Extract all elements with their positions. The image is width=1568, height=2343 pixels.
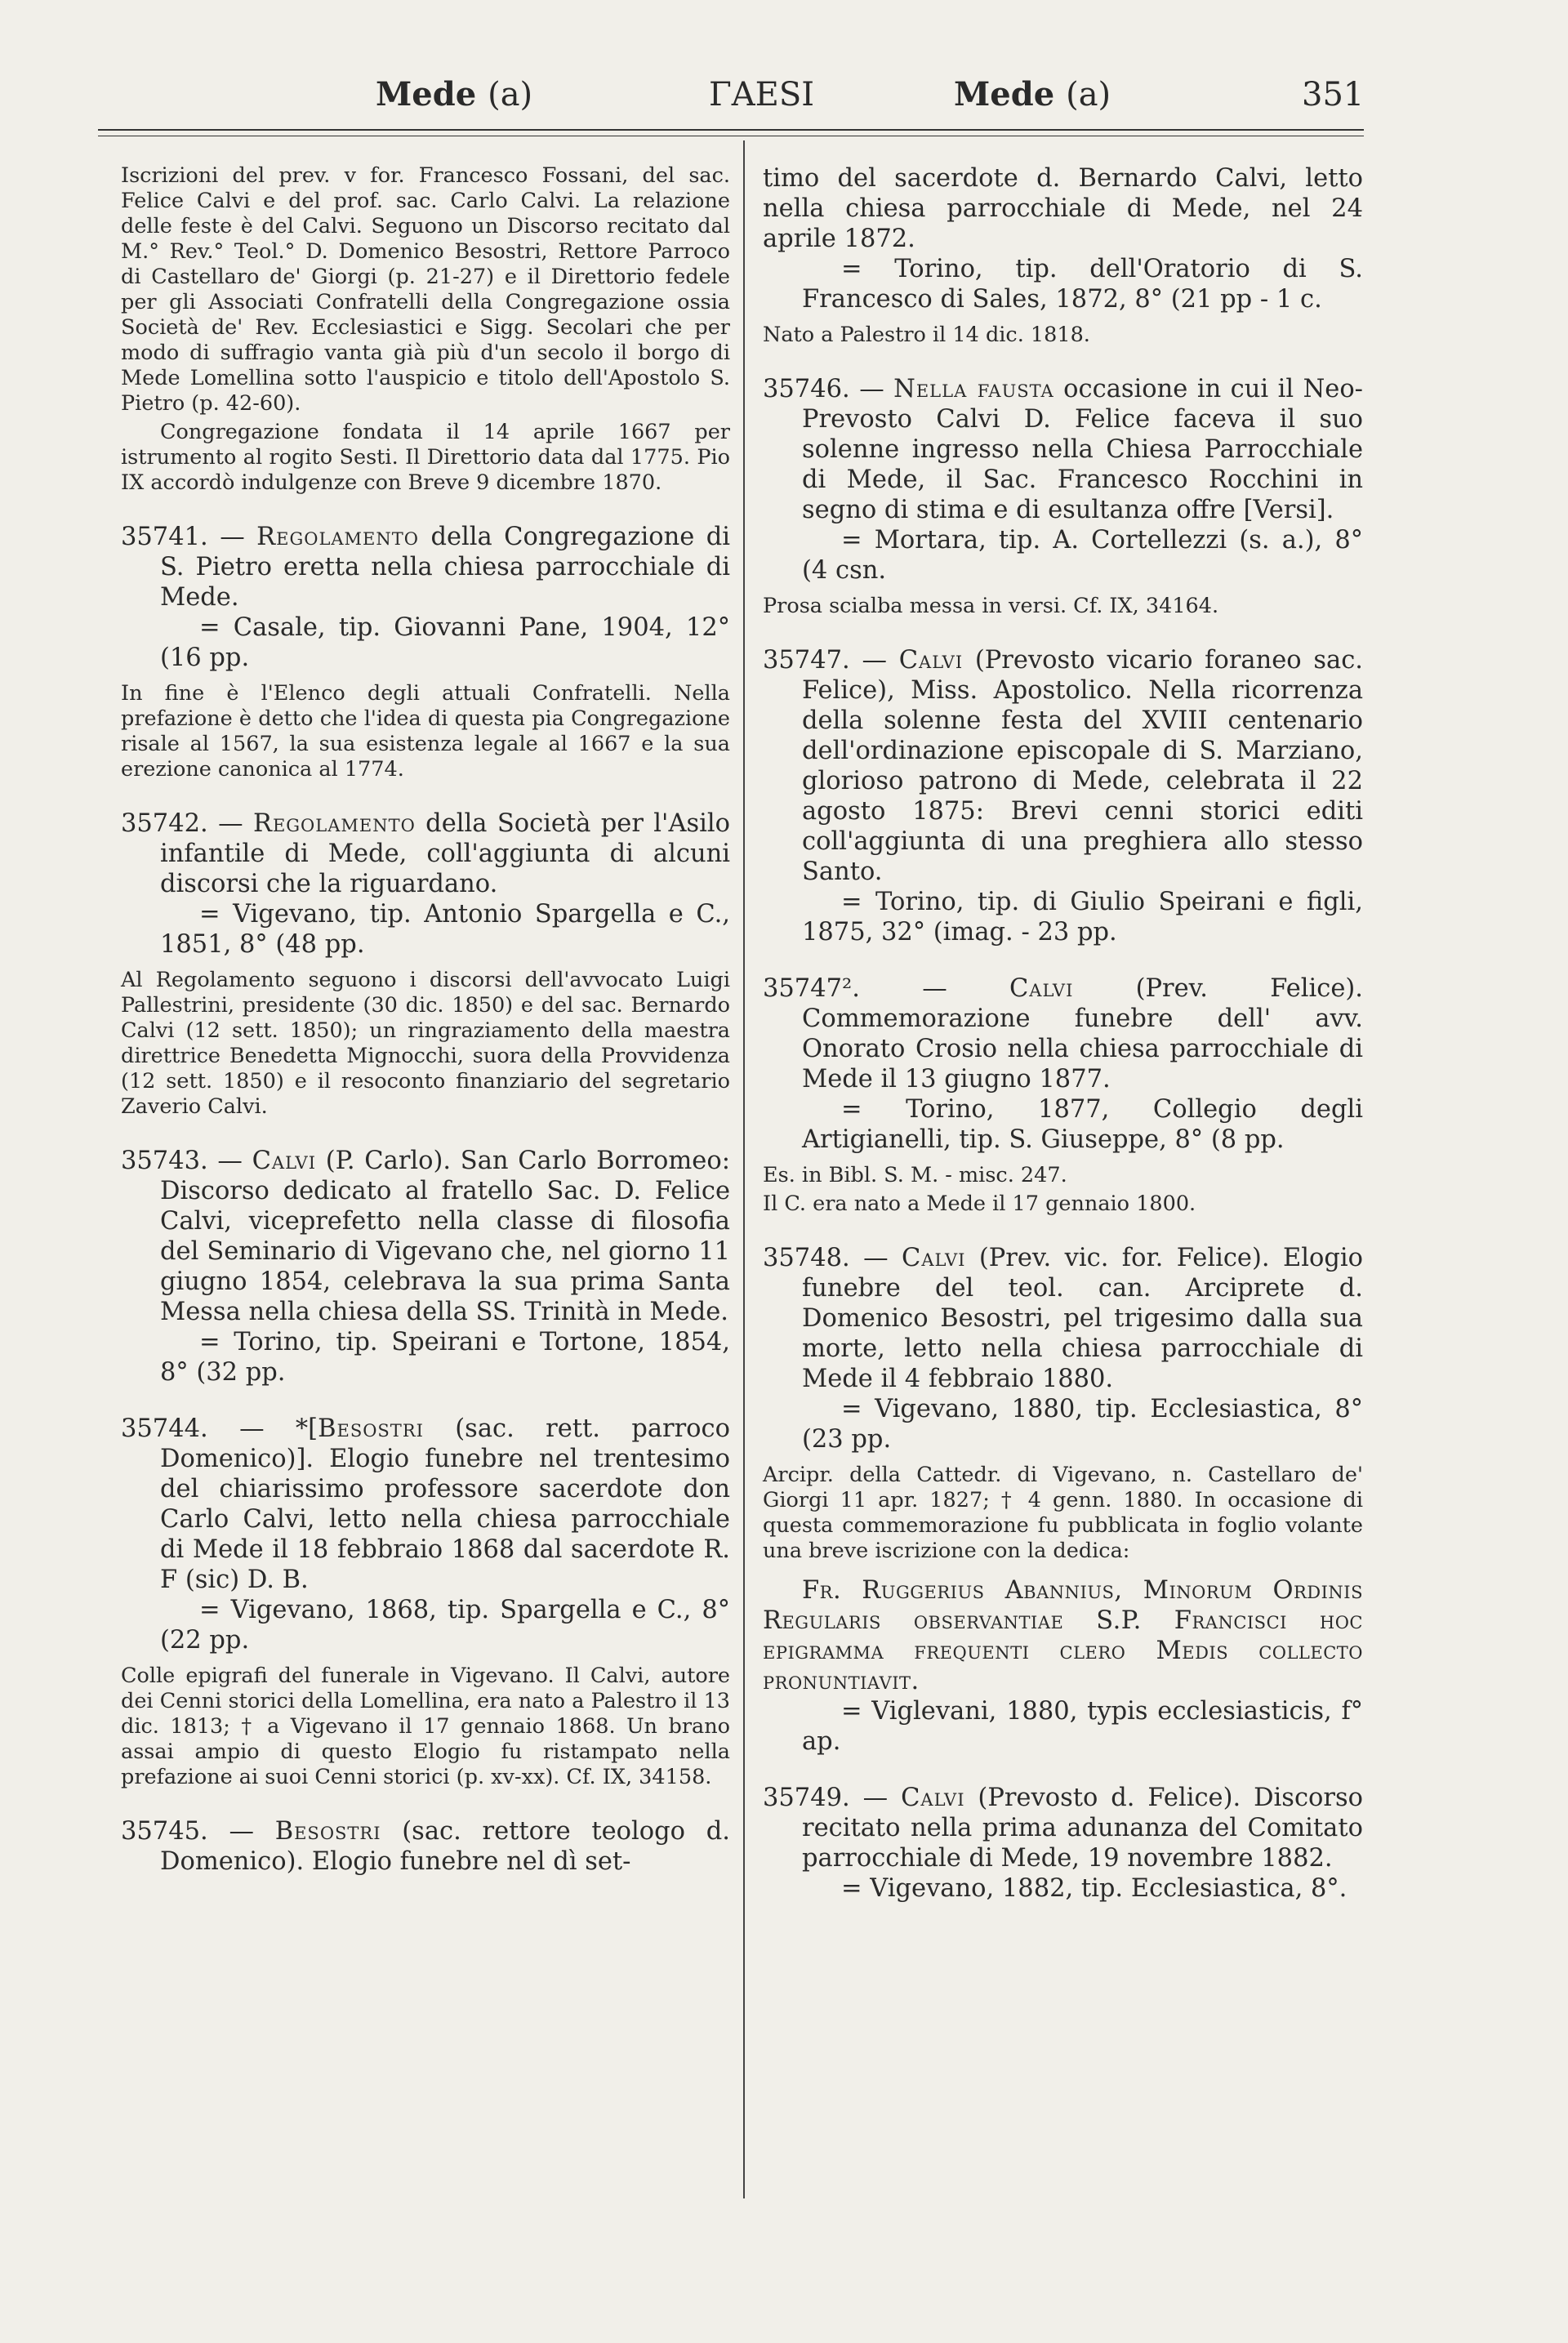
entry-35747: [763, 645, 1363, 947]
entry-imprint: = Mortara, tip. A. Cortellezzi (s. a.), 8° (4 csn.: [802, 526, 1363, 585]
running-head-right: Mede (a): [954, 75, 1111, 114]
entry-imprint-2: = Viglevani, 1880, typis ecclesiasticis, f° ap.: [802, 1697, 1363, 1756]
entry-number: 35746.: [763, 375, 850, 403]
entry-35747-2: [763, 973, 1363, 1217]
running-head-left: Mede (a): [376, 75, 533, 114]
entry-dash: —: [207, 1817, 275, 1846]
entry-title-rest: (Prevosto d. Felice). Discorso recitato nella prima adunanza del Comitato parrocchiale di Mede, 19 novembre 1882.: [802, 1784, 1363, 1873]
entry-heading: Regolamento: [256, 523, 419, 551]
entry-title: [121, 1146, 730, 1327]
entry-note: Colle epigrafi del funerale in Vigevano. Il Calvi, autore dei Cenni storici della Lomellina, era nato a Palestro il 13 dic. 1813; † a Vigevano il 17 gennaio 1868. Un brano assai ampio di questo Elogio fu ristampato nella prefazione ai suoi Cenni storici (p. xv-xx). Cf. IX, 34158.: [121, 1664, 730, 1789]
entry-number: 35747².: [763, 974, 860, 1003]
entry-note-2: Il C. era nato a Mede il 17 gennaio 1800.: [763, 1192, 1196, 1216]
intro-paragraph-2: Congregazione fondata il 14 aprile 1667 per istrumento al rogito Sesti. Il Direttorio data dal 1775. Pio IX accordò indulgenze con Breve 9 dicembre 1870.: [121, 420, 730, 495]
entry-title-rest: (Prev. vic. for. Felice). Elogio funebre del teol. can. Arciprete d. Domenico Besostri, pel trigesimo dalla sua morte, letto nella chiesa parrocchiale di Mede il 4 febbraio 1880.: [802, 1244, 1363, 1393]
entry-heading: Regolamento: [252, 809, 416, 838]
entry-imprint: = Vigevano, tip. Antonio Spargella e C., 1851, 8° (48 pp.: [160, 900, 730, 959]
entry-title: [763, 1783, 1363, 1873]
entry-imprint: = Casale, tip. Giovanni Pane, 1904, 12° (16 pp.: [160, 613, 730, 672]
entry-title: [121, 808, 730, 899]
entry-heading: Nella fausta: [893, 375, 1054, 403]
entry-title-rest: (P. Carlo). San Carlo Borromeo: Discorso dedicato al fratello Sac. D. Felice Calvi, viceprefetto nella classe di filosofia del Seminario di Vigevano che, nel giorno 11 giugno 1854, celebrava la sua prima Santa Messa nella chiesa della SS. Trinità in Mede.: [160, 1147, 730, 1326]
entry-imprint: = Vigevano, 1868, tip. Spargella e C., 8° (22 pp.: [160, 1596, 730, 1655]
entry-heading: Calvi: [898, 646, 964, 675]
intro-paragraph: Iscrizioni del prev. v for. Francesco Fossani, del sac. Felice Calvi e del prof. sac. Carlo Calvi. La relazione delle feste è del Calvi. Seguono un Discorso recitato dal M.° Rev.° Teol.° D. Domenico Besostri, Rettore Parroco di Castellaro de' Giorgi (p. 21-27) e il Direttorio fedele per gli Associati Confratelli della Congregazione ossia Società de' Rev. Ecclesiastici e Sigg. Secolari che per modo di suffragio vanta già più d'un secolo il borgo di Mede Lomellina sotto l'auspicio e titolo dell'Apostolo S. Pietro (p. 42-60).: [121, 163, 730, 416]
entry-title-rest: della Congregazione di S. Pietro eretta nella chiesa parrocchiale di Mede.: [160, 523, 730, 612]
entry-dash: —: [207, 809, 253, 838]
entry-dash: —: [859, 974, 1009, 1003]
entry-imprint: = Vigevano, 1880, tip. Ecclesiastica, 8° (23 pp.: [802, 1395, 1363, 1454]
entry-intro: [121, 163, 730, 496]
entry-heading: Calvi: [252, 1147, 317, 1175]
entry-note: Nato a Palestro il 14 dic. 1818.: [763, 323, 1090, 347]
entry-dash: —: [849, 1244, 902, 1272]
entry-heading: Calvi: [902, 1244, 966, 1272]
column-divider: [743, 140, 745, 2198]
entry-imprint: = Torino, tip. dell'Oratorio di S. Francesco di Sales, 1872, 8° (21 pp - 1 c.: [802, 255, 1363, 314]
running-head-center: ΓAESI: [709, 76, 815, 114]
entry-note: Es. in Bibl. S. M. - misc. 247.: [763, 1163, 1067, 1187]
entry-35743: [121, 1146, 730, 1388]
entry-title-rest: (Prevosto vicario foraneo sac. Felice), Miss. Apostolico. Nella ricorrenza della solenne festa del XVIII centenario dell'ordinazione episcopale di S. Marziano, glorioso patrono di Mede, celebrata il 22 agosto 1875: Brevi cenni storici editi coll'aggiunta di una preghiera allo stesso Santo.: [802, 646, 1363, 886]
entry-35741: [121, 522, 730, 782]
entry-imprint: = Torino, tip. Speirani e Tortone, 1854, 8° (32 pp.: [160, 1328, 730, 1387]
entry-heading: Besostri: [318, 1414, 424, 1443]
entry-35742: [121, 808, 730, 1120]
entry-dash: —: [849, 1784, 902, 1812]
entry-number: 35748.: [763, 1244, 850, 1272]
entry-dash: — *[: [207, 1414, 318, 1443]
entry-35745: [121, 1816, 730, 1877]
entry-title: [763, 374, 1363, 525]
entry-number: 35742.: [121, 809, 208, 838]
entry-title-rest: della Società per l'Asilo infantile di Mede, coll'aggiunta di alcuni discorsi che la riguardano.: [160, 809, 730, 898]
entry-35749: [763, 1783, 1363, 1904]
entry-dash: —: [849, 646, 899, 675]
entry-continuation: [763, 163, 1363, 348]
entry-35748: [763, 1243, 1363, 1757]
entry-title-rest: occasione in cui il Neo-Prevosto Calvi D. Felice faceva il suo solenne ingresso nella Chiesa Parrocchiale di Mede, il Sac. Francesco Rocchini in segno di stima e di esultanza offre [Versi].: [802, 375, 1363, 524]
entry-title: [763, 645, 1363, 887]
header-rule-top: [98, 129, 1364, 131]
right-column: [763, 163, 1363, 1930]
entry-title: [121, 1816, 730, 1877]
entry-note: Al Regolamento seguono i discorsi dell'avvocato Luigi Pallestrini, presidente (30 dic. 1850) e del sac. Bernardo Calvi (12 sett. 1850); un ringraziamento della maestra direttrice Benedetta Mignocchi, suora della Provvidenza (12 sett. 1850) e il resoconto finanziario del segretario Zaverio Calvi.: [121, 968, 730, 1119]
entry-title: [121, 1414, 730, 1595]
entry-imprint: = Torino, tip. di Giulio Speirani e figli, 1875, 32° (imag. - 23 pp.: [802, 888, 1363, 947]
entry-note: Prosa scialba messa in versi. Cf. IX, 34164.: [763, 594, 1219, 618]
entry-number: 35741.: [121, 523, 208, 551]
entry-heading: Calvi: [1009, 974, 1074, 1003]
entry-35746: [763, 374, 1363, 619]
entry-title-rest: (sac. rett. parroco Domenico)]. Elogio funebre nel trentesimo del chiarissimo professore sacerdote don Carlo Calvi, letto nella chiesa parrocchiale di Mede il 18 febbraio 1868 dal sacerdote R. F (sic) D. B.: [160, 1414, 730, 1594]
entry-title-rest: (sac. rettore teologo d. Domenico). Elogio funebre nel dì set-: [160, 1817, 730, 1876]
entry-title: [763, 1243, 1363, 1394]
entry-number: 35743.: [121, 1147, 208, 1175]
entry-heading: Calvi: [901, 1784, 965, 1812]
entry-title: [763, 973, 1363, 1094]
entry-number: 35744.: [121, 1414, 208, 1443]
entry-title-rest: (Prev. Felice). Commemorazione funebre dell' avv. Onorato Crosio nella chiesa parrocchiale di Mede il 13 giugno 1877.: [802, 974, 1364, 1094]
entry-dash: —: [207, 1147, 252, 1175]
entry-35744: [121, 1414, 730, 1790]
entry-dash: —: [207, 523, 257, 551]
entry-imprint: = Vigevano, 1882, tip. Ecclesiastica, 8°.: [841, 1874, 1348, 1903]
left-column: [121, 163, 730, 1903]
entry-note: In fine è l'Elenco degli attuali Confratelli. Nella prefazione è detto che l'idea di questa pia Congregazione risale al 1567, la sua esistenza legale al 1667 e la sua erezione canonica al 1774.: [121, 681, 730, 782]
entry-note: Arcipr. della Cattedr. di Vigevano, n. Castellaro de' Giorgi 11 apr. 1827; † 4 genn. 1880. In occasione di questa commemorazione fu pubblicata in foglio volante una breve iscrizione con la dedica:: [763, 1463, 1363, 1563]
entry-number: 35747.: [763, 646, 850, 675]
entry-number: 35745.: [121, 1817, 208, 1846]
entry-heading: Besostri: [274, 1817, 381, 1846]
page-number: 351: [1302, 76, 1365, 114]
entry-title: [121, 522, 730, 612]
entry-dash: —: [849, 375, 894, 403]
entry-number: 35749.: [763, 1784, 850, 1812]
continuation-text: timo del sacerdote d. Bernardo Calvi, letto nella chiesa parrocchiale di Mede, nel 24 aprile 1872.: [763, 164, 1363, 253]
entry-imprint: = Torino, 1877, Collegio degli Artigianelli, tip. S. Giuseppe, 8° (8 pp.: [802, 1095, 1363, 1154]
dedication-text: Fr. Ruggerius Abannius, Minorum Ordinis Regularis observantiae S.P. Francisci hoc epigramma frequenti clero Medis collecto pronuntiavit.: [763, 1576, 1363, 1695]
